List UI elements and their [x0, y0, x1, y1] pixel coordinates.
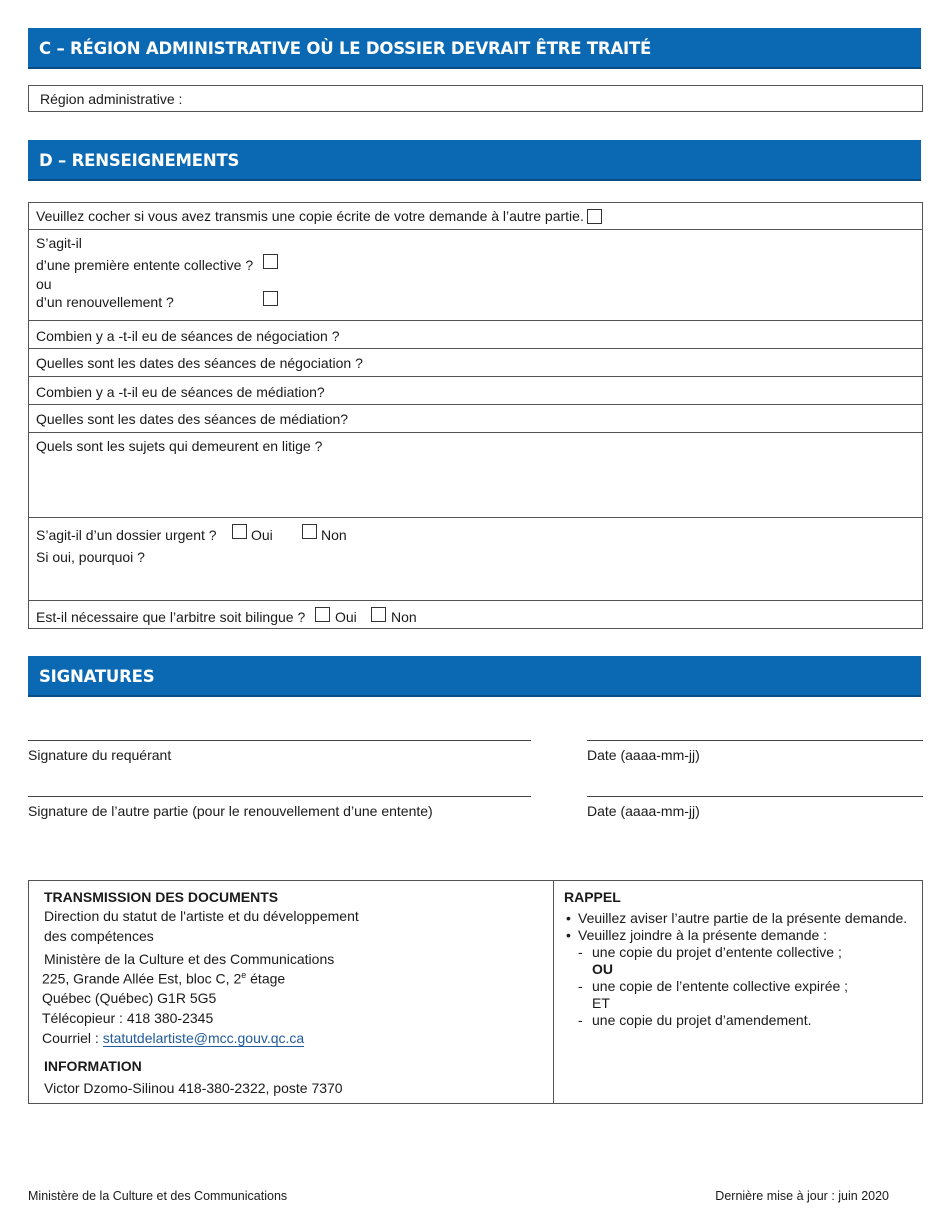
rappel-et: ET — [592, 995, 610, 1011]
disputes-label: Quels sont les sujets qui demeurent en litige ? — [36, 438, 323, 454]
other-party-signature-line[interactable] — [28, 796, 531, 797]
rappel-ou: OU — [592, 961, 613, 977]
signatures-header — [28, 656, 921, 697]
signatures-title: SIGNATURES — [39, 667, 155, 686]
negotiation-dates-row[interactable] — [28, 348, 923, 377]
negotiation-dates-label: Quelles sont les dates des séances de négociation ? — [36, 355, 363, 371]
urgent-no-checkbox[interactable] — [302, 524, 317, 539]
item3-dash: - — [578, 1012, 583, 1028]
bilingual-row — [28, 600, 923, 629]
bullet2-marker: • — [566, 927, 571, 943]
transmission-city: Québec (Québec) G1R 5G5 — [42, 990, 217, 1006]
information-contact: Victor Dzomo-Silinou 418-380-2322, poste 7370 — [44, 1080, 343, 1096]
applicant-signature-label: Signature du requérant — [28, 747, 172, 763]
mediation-dates-row[interactable] — [28, 404, 923, 433]
bilingual-yes-label: Oui — [335, 609, 357, 625]
information-title: INFORMATION — [44, 1058, 142, 1074]
date1-label: Date (aaaa-mm-jj) — [587, 747, 700, 763]
info-box-divider — [553, 880, 554, 1104]
rappel-bullet1: Veuillez aviser l’autre partie de la présente demande. — [578, 910, 908, 926]
transmission-address — [42, 970, 285, 987]
address-floor-sup: e — [241, 970, 247, 980]
email-label: Courriel : — [42, 1030, 103, 1046]
urgent-row — [28, 517, 923, 601]
transmission-fax: Télécopieur : 418 380-2345 — [42, 1010, 214, 1026]
rappel-bullet2: Veuillez joindre à la présente demande : — [578, 927, 828, 943]
section-d-header — [28, 140, 921, 181]
transmission-dept-line1: Direction du statut de l'artiste et du développement — [44, 908, 359, 924]
mediation-dates-label: Quelles sont les dates des séances de médiation? — [36, 411, 349, 427]
negotiation-count-row[interactable] — [28, 320, 923, 349]
renewal-label: d’un renouvellement ? — [36, 294, 174, 310]
section-c-title: C – RÉGION ADMINISTRATIVE OÙ LE DOSSIER DEVRAIT ÊTRE TRAITÉ — [39, 39, 652, 58]
bullet1-marker: • — [566, 910, 571, 926]
urgent-yes-checkbox[interactable] — [232, 524, 247, 539]
date1-line[interactable] — [587, 740, 923, 741]
section-d-title: D – RENSEIGNEMENTS — [39, 151, 240, 170]
first-agreement-label: d’une première entente collective ? — [36, 257, 254, 273]
transmission-email-line — [42, 1030, 304, 1046]
footer-ministry: Ministère de la Culture et des Communications — [28, 1189, 288, 1203]
renewal-checkbox[interactable] — [263, 291, 278, 306]
rappel-item2: une copie de l’entente collective expirée ; — [592, 978, 849, 994]
agreement-intro-label: S’agit-il — [36, 235, 82, 251]
address-street: 225, Grande Allée Est, bloc C, 2 — [42, 970, 242, 987]
copy-sent-label: Veuillez cocher si vous avez transmis une copie écrite de votre demande à l’autre partie. — [36, 208, 584, 224]
mediation-count-label: Combien y a -t-il eu de séances de médiation? — [36, 384, 325, 400]
transmission-title: TRANSMISSION DES DOCUMENTS — [44, 889, 279, 905]
agreement-type-row — [28, 229, 923, 321]
or-label: ou — [36, 276, 52, 292]
rappel-item1: une copie du projet d’entente collective ; — [592, 944, 842, 960]
transmission-dept-line2: des compétences — [44, 928, 154, 944]
negotiation-count-label: Combien y a -t-il eu de séances de négociation ? — [36, 328, 340, 344]
bilingual-yes-checkbox[interactable] — [315, 607, 330, 622]
disputes-row[interactable] — [28, 432, 923, 518]
copy-sent-checkbox[interactable] — [587, 209, 602, 224]
footer-updated: Dernière mise à jour : juin 2020 — [715, 1189, 889, 1203]
region-field[interactable] — [28, 85, 923, 112]
address-floor: étage — [246, 970, 286, 987]
item2-dash: - — [578, 978, 583, 994]
applicant-signature-line[interactable] — [28, 740, 531, 741]
other-party-signature-label: Signature de l’autre partie (pour le renouvellement d’une entente) — [28, 803, 433, 819]
transmission-ministry: Ministère de la Culture et des Communications — [44, 951, 335, 967]
mediation-count-row[interactable] — [28, 376, 923, 405]
urgent-why-label: Si oui, pourquoi ? — [36, 549, 145, 565]
email-link[interactable]: statutdelartiste@mcc.gouv.qc.ca — [102, 1030, 305, 1046]
copy-sent-row — [28, 202, 923, 230]
item1-dash: - — [578, 944, 583, 960]
urgent-question: S’agit-il d’un dossier urgent ? — [36, 527, 217, 543]
urgent-yes-label: Oui — [251, 527, 273, 543]
bilingual-no-label: Non — [391, 609, 417, 625]
rappel-title: RAPPEL — [564, 889, 621, 905]
region-label: Région administrative : — [40, 91, 183, 107]
bilingual-no-checkbox[interactable] — [371, 607, 386, 622]
rappel-item3: une copie du projet d’amendement. — [592, 1012, 812, 1028]
urgent-no-label: Non — [321, 527, 347, 543]
section-c-header — [28, 28, 921, 69]
date2-line[interactable] — [587, 796, 923, 797]
date2-label: Date (aaaa-mm-jj) — [587, 803, 700, 819]
bilingual-question: Est-il nécessaire que l’arbitre soit bilingue ? — [36, 609, 306, 625]
first-agreement-checkbox[interactable] — [263, 254, 278, 269]
